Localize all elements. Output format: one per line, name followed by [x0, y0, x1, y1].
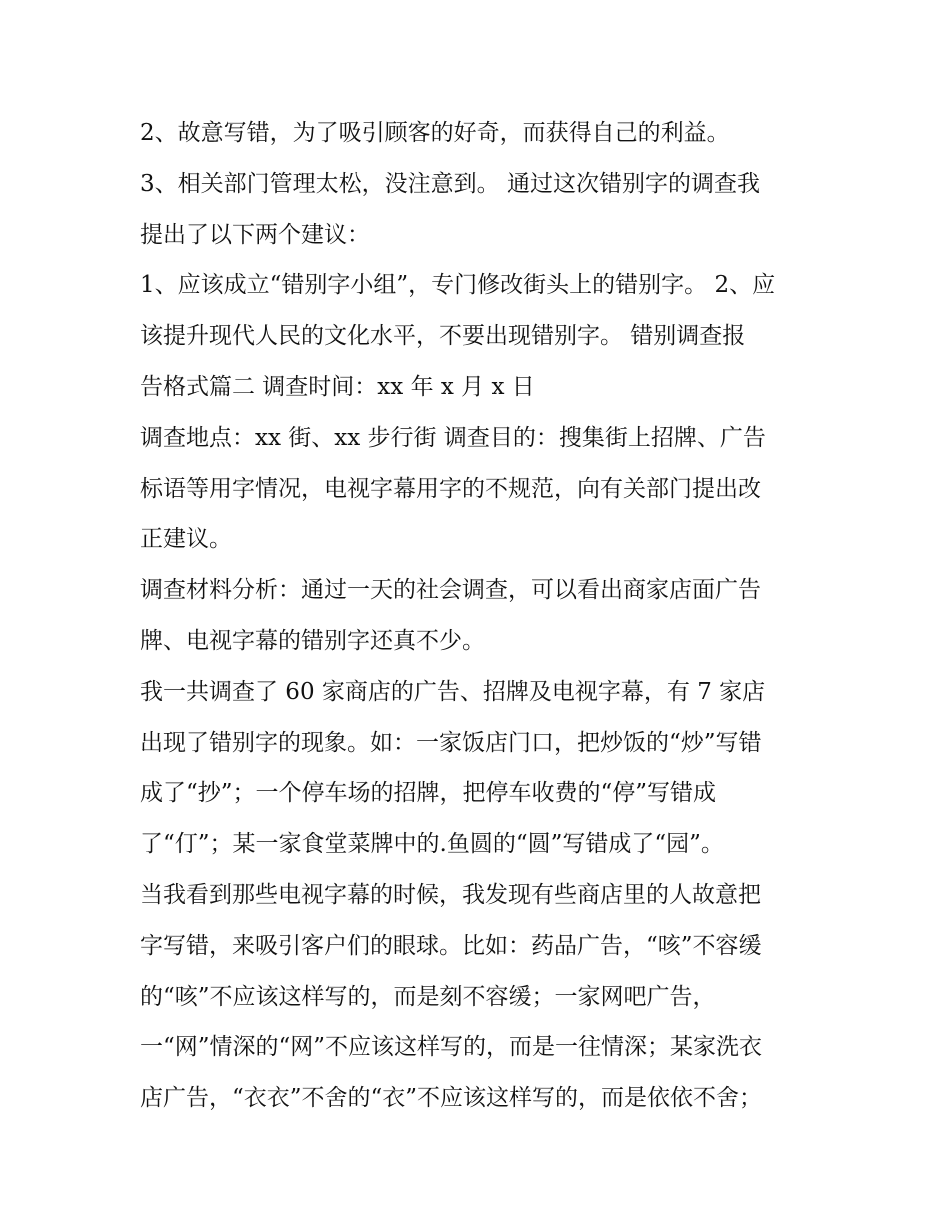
text-line: 了“仃”；某一家食堂菜牌中的.鱼圆的“圆”写错成了“园”。 — [140, 831, 724, 858]
body-text — [140, 108, 830, 1124]
text-line: 调查地点：xx 街、xx 步行街 调查目的：搜集街上招牌、广告 — [140, 424, 766, 451]
text-line: 2、故意写错，为了吸引顾客的好奇，而获得自己的利益。 — [140, 120, 730, 146]
text-line: 该提升现代人民的文化水平，不要出现错别字。 错别调查报 — [140, 323, 746, 350]
text-line: 字写错，来吸引客户们的眼球。比如：药品广告，“咳”不容缓 — [140, 932, 762, 959]
text-line: 1、应该成立“错别字小组”，专门修改街头上的错别字。 2、应 — [140, 272, 776, 299]
text-line: 牌、电视字幕的错别字还真不少。 — [140, 627, 485, 654]
text-line: 成了“抄”；一个停车场的招牌，把停车收费的“停”写错成 — [140, 780, 717, 807]
text-line: 提出了以下两个建议： — [140, 221, 370, 248]
text-line: 当我看到那些电视字幕的时候，我发现有些商店里的人故意把 — [140, 881, 761, 908]
text-line: 我一共调查了 60 家商店的广告、招牌及电视字幕，有 7 家店 — [140, 678, 766, 705]
text-line: 标语等用字情况，电视字幕用字的不规范，向有关部门提出改 — [140, 475, 761, 502]
text-line: 店广告，“衣衣”不舍的“衣”不应该这样写的，而是依依不舍； — [140, 1085, 763, 1112]
text-line: 3、相关部门管理太松，没注意到。 通过这次错别字的调查我 — [140, 170, 760, 197]
text-line: 出现了错别字的现象。如：一家饭店门口，把炒饭的“炒”写错 — [140, 729, 762, 756]
text-line: 的“咳”不应该这样写的，而是刻不容缓；一家网吧广告， — [140, 983, 716, 1010]
text-line: 正建议。 — [140, 526, 232, 553]
text-line: 一“网”情深的“网”不应该这样写的，而是一往情深；某家洗衣 — [140, 1034, 763, 1061]
text-line: 调查材料分析：通过一天的社会调查，可以看出商家店面广告 — [140, 577, 761, 604]
text-line: 告格式篇二 调查时间：xx 年 x 月 x 日 — [140, 373, 535, 400]
